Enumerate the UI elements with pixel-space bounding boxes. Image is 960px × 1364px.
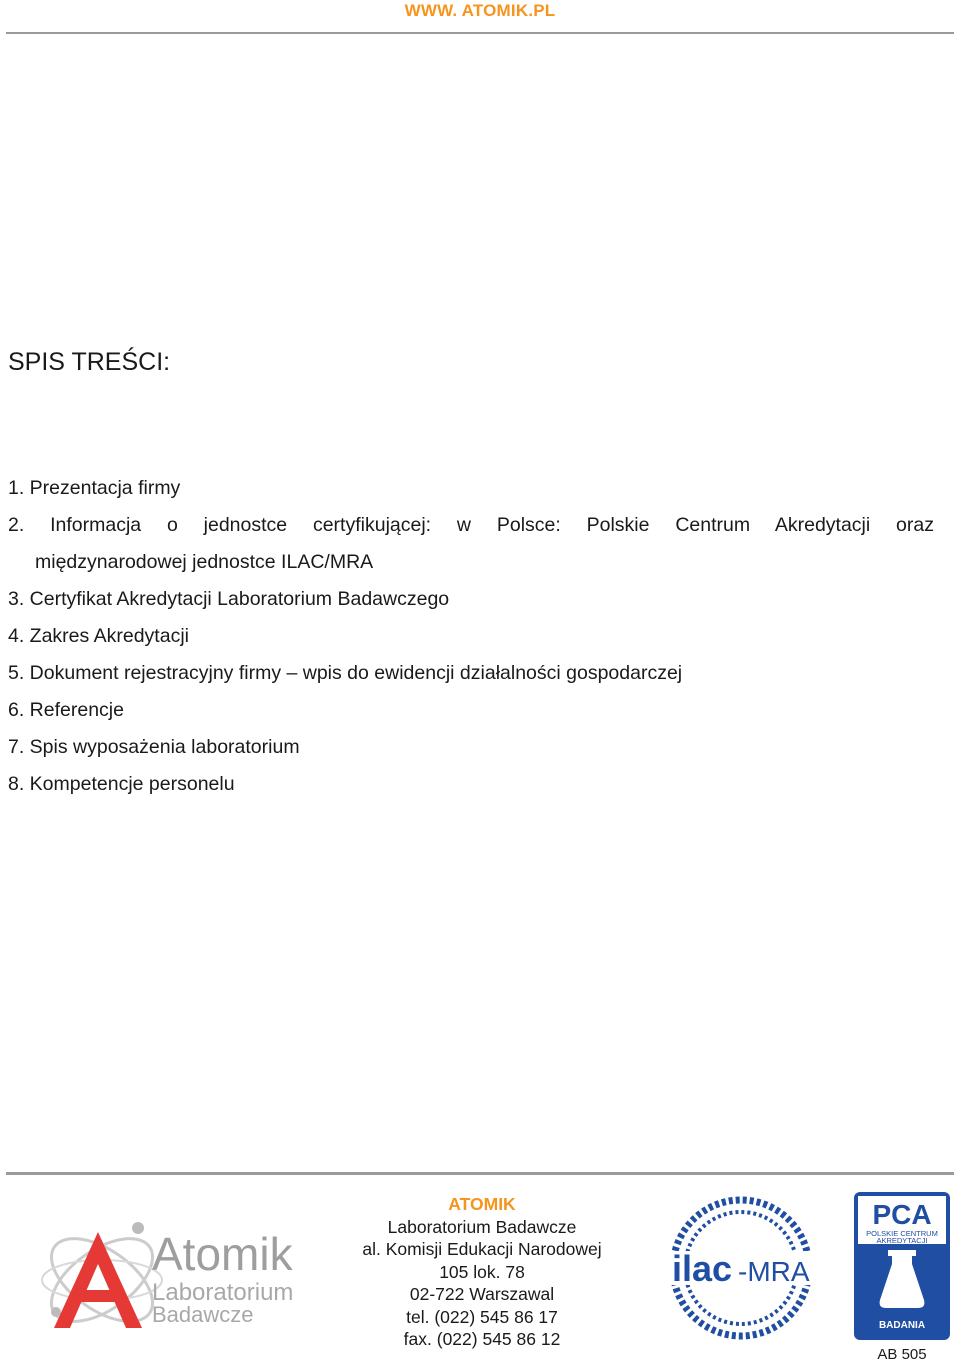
address-line-2: al. Komisji Edukacji Narodowej (362, 1239, 602, 1259)
pca-line2: AKREDYTACJI (876, 1236, 928, 1245)
pca-acronym: PCA (872, 1199, 932, 1230)
ilac-text: ilac (672, 1248, 733, 1289)
header-divider (6, 32, 954, 34)
address-line-3: 105 lok. 78 (439, 1261, 525, 1282)
ilac-mra-logo (666, 1193, 816, 1343)
toc-item-8: 8. Kompetencje personelu (8, 773, 235, 795)
accreditation-code: AB 505 (877, 1346, 927, 1363)
toc-item-7: 7. Spis wyposażenia laboratorium (8, 736, 300, 758)
atomik-logo-line3: Badawcze (152, 1302, 254, 1327)
address-line-1: Laboratorium Badawcze (387, 1216, 577, 1237)
toc-item-5: 5. Dokument rejestracyjny firmy – wpis do ewidencji działalności gospodarczej (8, 662, 683, 684)
company-name: ATOMIK (448, 1194, 516, 1214)
atomik-logo (40, 1200, 330, 1350)
toc-item-2: 2. Informacja o jednostce certyfikującej: w Polsce: Polskie Centrum Akredytacji oraz (8, 514, 934, 536)
company-address-block (330, 1193, 634, 1351)
header-website-url[interactable]: WWW. ATOMIK.PL (404, 1, 556, 20)
atomik-logo-line2: Laboratorium (152, 1279, 294, 1306)
address-line-4: 02-722 Warszawal (409, 1284, 555, 1304)
footer-divider (6, 1172, 954, 1175)
toc-item-3: 3. Certyfikat Akredytacji Laboratorium Badawczego (8, 588, 450, 610)
toc-item-6: 6. Referencje (8, 699, 124, 721)
mra-text: -MRA (738, 1256, 810, 1287)
atomik-logo-name: Atomik (152, 1228, 293, 1280)
pca-badge-label: BADANIA (878, 1320, 926, 1331)
page-title: SPIS TREŚCI: (8, 348, 171, 376)
pca-logo (852, 1190, 952, 1342)
toc-item-4: 4. Zakres Akredytacji (8, 625, 189, 647)
toc-item-1: 1. Prezentacja firmy (8, 477, 181, 499)
table-of-contents (8, 470, 934, 803)
fax-number: fax. (022) 545 86 12 (403, 1329, 561, 1349)
toc-item-2-continuation: międzynarodowej jednostce ILAC/MRA (35, 551, 374, 573)
phone-number: tel. (022) 545 86 17 (406, 1306, 558, 1327)
pca-line1: POLSKIE CENTRUM (866, 1229, 938, 1238)
